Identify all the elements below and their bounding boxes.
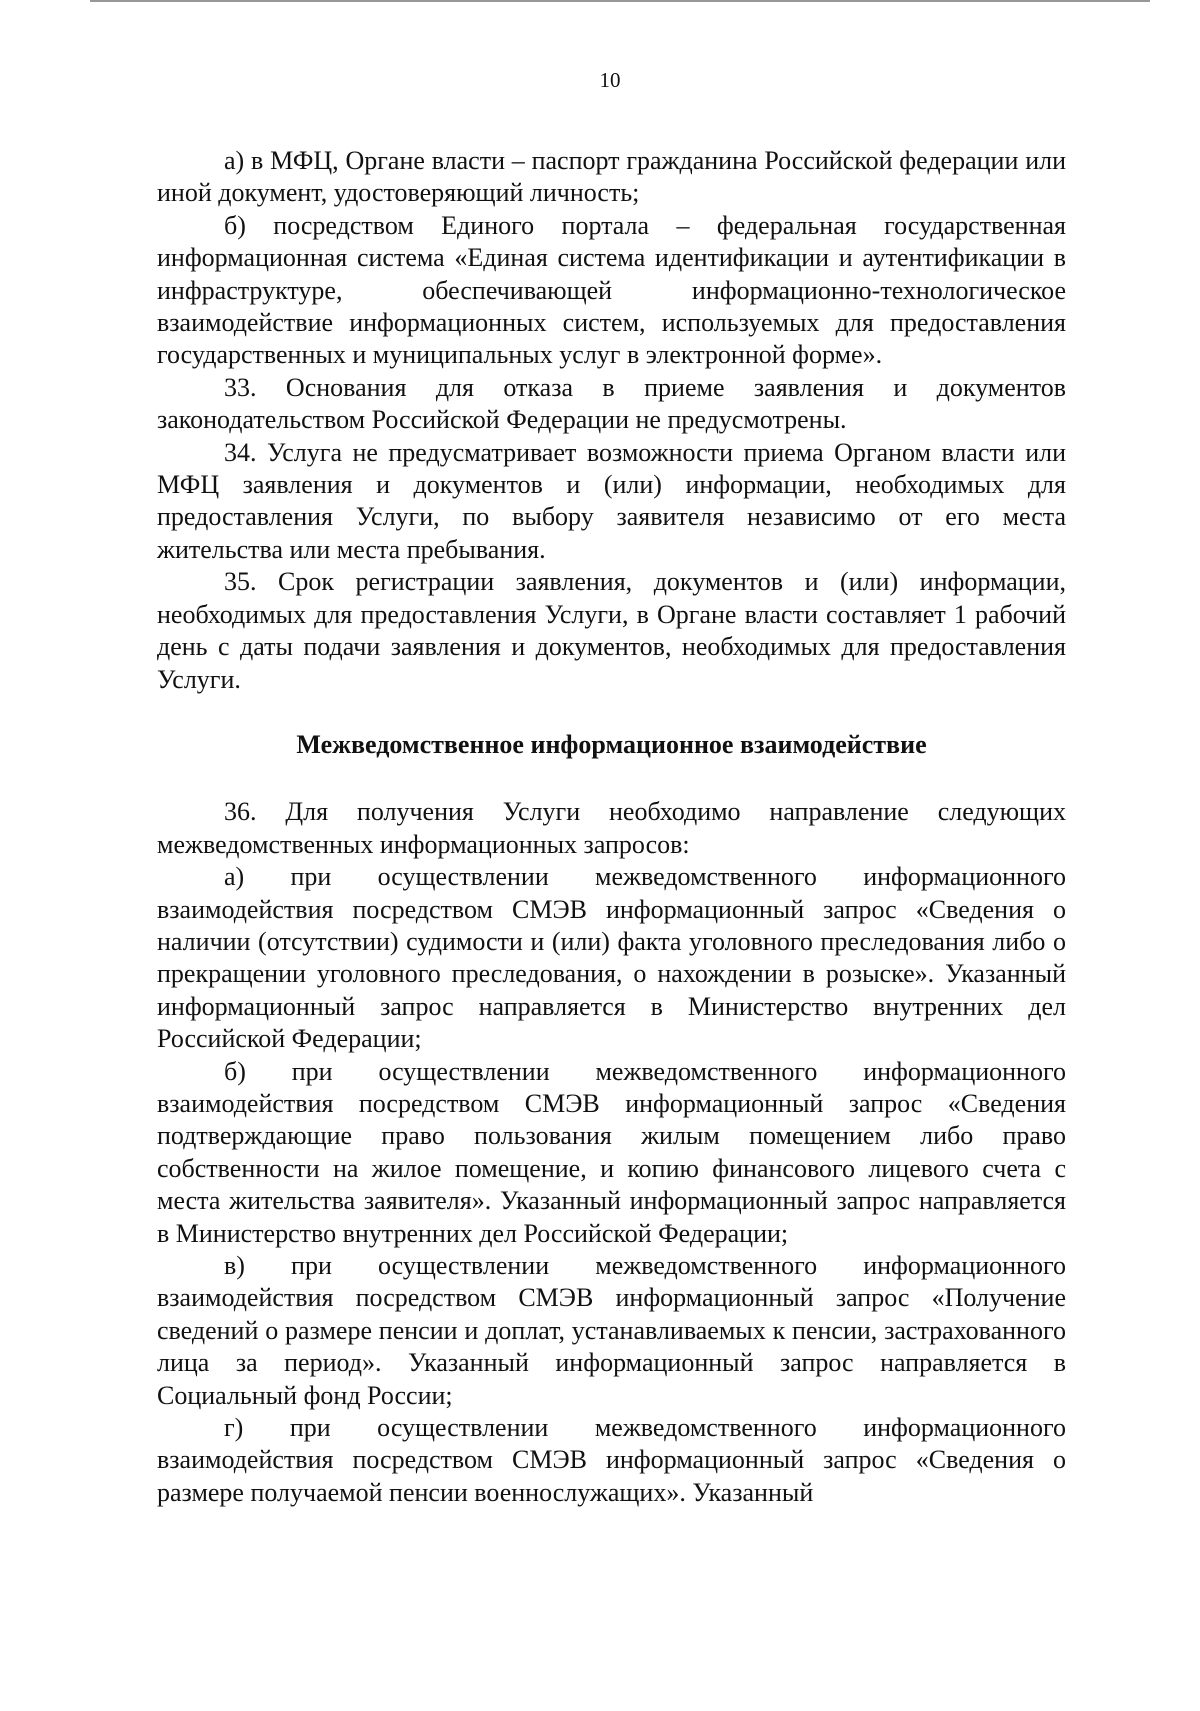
document-body bbox=[157, 145, 1066, 1509]
paragraph-35: 35. Срок регистрации заявления, документов и (или) информации, необходимых для предоставления Услуги, в Органе власти составляет 1 рабочий день с даты подачи заявления и документов, необходимых для предоставления Услуги. bbox=[157, 567, 1066, 694]
section-heading: Межведомственное информационное взаимодействие bbox=[296, 729, 927, 759]
paragraph-item-a: а) в МФЦ, Органе власти – паспорт гражданина Российской федерации или иной документ, удостоверяющий личность; bbox=[157, 146, 1066, 208]
paragraph-36-g: г) при осуществлении межведомственного информационного взаимодействия посредством СМЭВ информационный запрос «Сведения о размере получаемой пенсии военнослужащих». Указанный bbox=[157, 1413, 1066, 1507]
scan-edge-line bbox=[90, 0, 1150, 2]
paragraph-36-b: б) при осуществлении межведомственного информационного взаимодействия посредством СМЭВ информационный запрос «Сведения подтверждающие право пользования жилым помещением либо право собственности на жилое помещение, и копию финансового лицевого счета с места жительства заявителя». Указанный информационный запрос направляется в Министерство внутренних дел Российской Федерации; bbox=[157, 1056, 1066, 1248]
paragraph-36-v: в) при осуществлении межведомственного информационного взаимодействия посредством СМЭВ информационный запрос «Получение сведений о размере пенсии и доплат, устанавливаемых к пенсии, застрахованного лица за период». Указанный информационный запрос направляется в Социальный фонд России; bbox=[157, 1251, 1066, 1410]
paragraph-34: 34. Услуга не предусматривает возможности приема Органом власти или МФЦ заявления и документов и (или) информации, необходимых для предоставления Услуги, по выбору заявителя независимо от его места жительства или места пребывания. bbox=[157, 437, 1066, 564]
paragraph-item-b: б) посредством Единого портала – федеральная государственная информационная система «Единая система идентификации и аутентификации в инфраструктуре, обеспечивающей информационно-технологическое взаимодействие информационных систем, используемых для предоставления государственных и муниципальных услуг в электронной форме». bbox=[157, 210, 1066, 370]
paragraph-36: 36. Для получения Услуги необходимо направление следующих межведомственных информационных запросов: bbox=[157, 797, 1066, 859]
paragraph-36-a: а) при осуществлении межведомственного информационного взаимодействия посредством СМЭВ информационный запрос «Сведения о наличии (отсутствии) судимости и (или) факта уголовного преследования либо о прекращении уголовного преследования, о нахождении в розыске». Указанный информационный запрос направляется в Министерство внутренних дел Российской Федерации; bbox=[157, 862, 1066, 1054]
paragraph-33: 33. Основания для отказа в приеме заявления и документов законодательством Российской Федерации не предусмотрены. bbox=[157, 372, 1066, 435]
page-number: 10 bbox=[599, 68, 621, 92]
